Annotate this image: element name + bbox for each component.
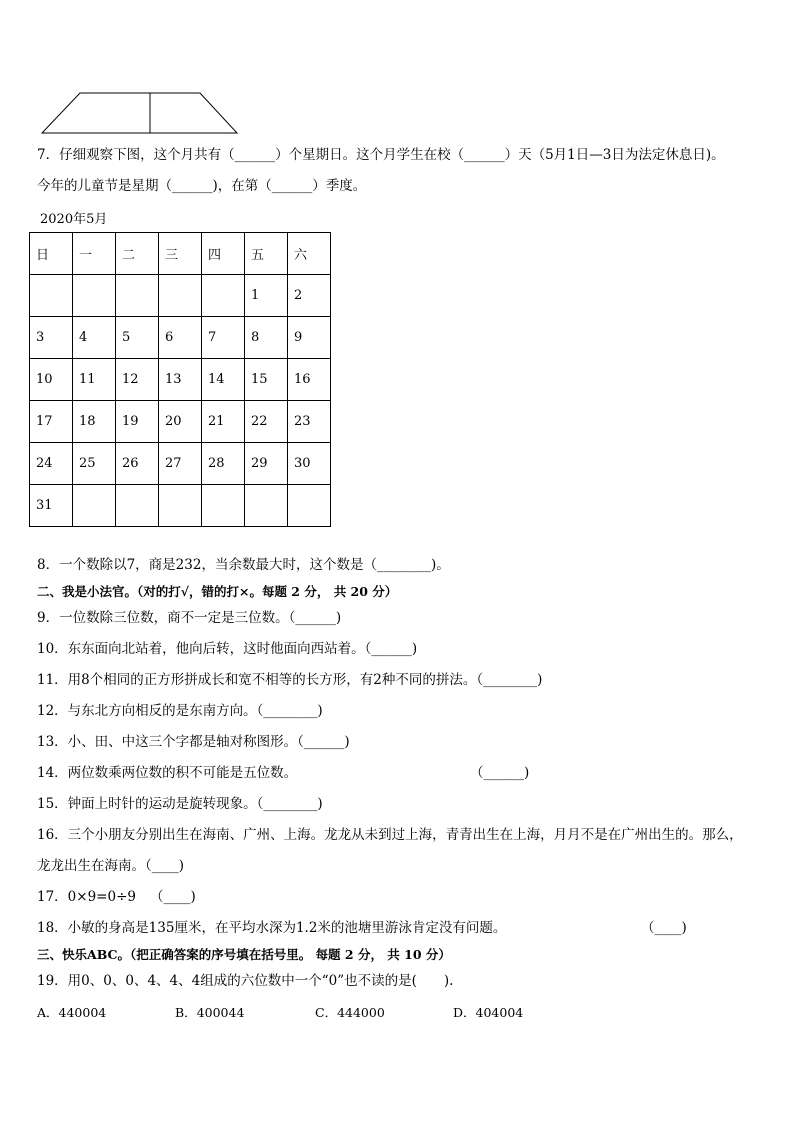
calendar-day-cell (116, 275, 159, 317)
weekday-header: 一 (73, 233, 116, 275)
weekday-header: 六 (288, 233, 331, 275)
question-14-answer: （______) (470, 765, 530, 781)
calendar-table (29, 232, 331, 527)
calendar-day-cell: 19 (116, 401, 159, 443)
calendar-day-cell (245, 485, 288, 527)
question-8: 8．一个数除以7，商是232，当余数最大时，这个数是（________)。 (37, 557, 450, 573)
calendar-day-cell: 27 (159, 443, 202, 485)
calendar-day-cell (116, 485, 159, 527)
calendar-day-cell: 25 (73, 443, 116, 485)
trapezoid-figure (40, 90, 242, 136)
calendar-day-cell: 29 (245, 443, 288, 485)
calendar-day-cell: 4 (73, 317, 116, 359)
calendar-day-cell: 9 (288, 317, 331, 359)
calendar-week-row (30, 485, 331, 527)
calendar-day-cell: 14 (202, 359, 245, 401)
calendar-week-row (30, 317, 331, 359)
question-19-option-c: C．444000 (315, 1005, 385, 1020)
calendar-day-cell: 12 (116, 359, 159, 401)
calendar-day-cell (159, 275, 202, 317)
calendar-day-cell: 26 (116, 443, 159, 485)
calendar-day-cell: 2 (288, 275, 331, 317)
calendar-day-cell (73, 485, 116, 527)
calendar-day-cell: 3 (30, 317, 73, 359)
question-9: 9．一位数除三位数，商不一定是三位数。（______) (37, 610, 342, 626)
question-19: 19．用0、0、0、4、4、4组成的六位数中一个“0”也不读的是( ). (37, 973, 454, 989)
question-18: 18．小敏的身高是135厘米，在平均水深为1.2米的池塘里游泳肯定没有问题。 (37, 920, 507, 936)
question-16-line-2: 龙龙出生在海南。（____) (37, 858, 185, 874)
calendar-week-row (30, 359, 331, 401)
question-14: 14．两位数乘两位数的积不可能是五位数。 (37, 765, 298, 781)
section-3-heading: 三、快乐ABC。（把正确答案的序号填在括号里。 每题 2 分， 共 10 分） (37, 947, 451, 962)
question-7-line-2: 今年的儿童节是星期（______)，在第（______）季度。 (37, 178, 367, 194)
calendar-day-cell: 6 (159, 317, 202, 359)
weekday-header: 二 (116, 233, 159, 275)
question-19-option-d: D．404004 (453, 1005, 524, 1020)
calendar-day-cell: 22 (245, 401, 288, 443)
question-18-answer: （____) (641, 920, 687, 936)
weekday-header: 五 (245, 233, 288, 275)
calendar-day-cell: 15 (245, 359, 288, 401)
question-19-option-a: A．440004 (37, 1005, 107, 1020)
question-15: 15．钟面上时针的运动是旋转现象。（________) (37, 796, 323, 812)
calendar-day-cell: 13 (159, 359, 202, 401)
calendar-week-row (30, 401, 331, 443)
question-17: 17．0×9=0÷9 (37, 889, 136, 905)
calendar-day-cell: 30 (288, 443, 331, 485)
calendar-day-cell: 1 (245, 275, 288, 317)
calendar-week-row (30, 443, 331, 485)
calendar-day-cell: 28 (202, 443, 245, 485)
calendar-day-cell: 11 (73, 359, 116, 401)
calendar-day-cell: 21 (202, 401, 245, 443)
calendar-day-cell: 24 (30, 443, 73, 485)
calendar-header-row (30, 233, 331, 275)
calendar-day-cell (288, 485, 331, 527)
calendar-day-cell (73, 275, 116, 317)
calendar-day-cell: 17 (30, 401, 73, 443)
calendar-day-cell: 5 (116, 317, 159, 359)
question-11: 11．用8个相同的正方形拼成长和宽不相等的长方形，有2种不同的拼法。（________) (37, 672, 543, 688)
question-19-option-b: B．400044 (175, 1005, 245, 1020)
question-17-answer: （____) (150, 889, 196, 905)
calendar-day-cell (159, 485, 202, 527)
weekday-header: 四 (202, 233, 245, 275)
question-10: 10．东东面向北站着，他向后转，这时他面向西站着。（______) (37, 641, 418, 657)
calendar-week-row (30, 275, 331, 317)
weekday-header: 日 (30, 233, 73, 275)
section-2-heading: 二、我是小法官。（对的打√，错的打×。每题 2 分， 共 20 分） (37, 584, 398, 599)
calendar-day-cell: 7 (202, 317, 245, 359)
question-12: 12．与东北方向相反的是东南方向。（________) (37, 703, 323, 719)
weekday-header: 三 (159, 233, 202, 275)
calendar-day-cell (30, 275, 73, 317)
calendar-day-cell: 10 (30, 359, 73, 401)
calendar-day-cell (202, 485, 245, 527)
calendar-day-cell: 8 (245, 317, 288, 359)
question-13: 13．小、田、中这三个字都是轴对称图形。（______) (37, 734, 350, 750)
question-16-line-1: 16．三个小朋友分别出生在海南、广州、上海。龙龙从未到过上海，青青出生在上海，月月不是在广州出生的。那么， (37, 827, 743, 843)
calendar-day-cell: 20 (159, 401, 202, 443)
calendar-title: 2020年5月 (40, 212, 108, 227)
calendar-day-cell (202, 275, 245, 317)
question-7-line-1: 7．仔细观察下图，这个月共有（______）个星期日。这个月学生在校（______）天（5月1日—3日为法定休息日)。 (37, 147, 725, 163)
calendar-day-cell: 16 (288, 359, 331, 401)
calendar-day-cell: 31 (30, 485, 73, 527)
calendar-day-cell: 23 (288, 401, 331, 443)
calendar-day-cell: 18 (73, 401, 116, 443)
